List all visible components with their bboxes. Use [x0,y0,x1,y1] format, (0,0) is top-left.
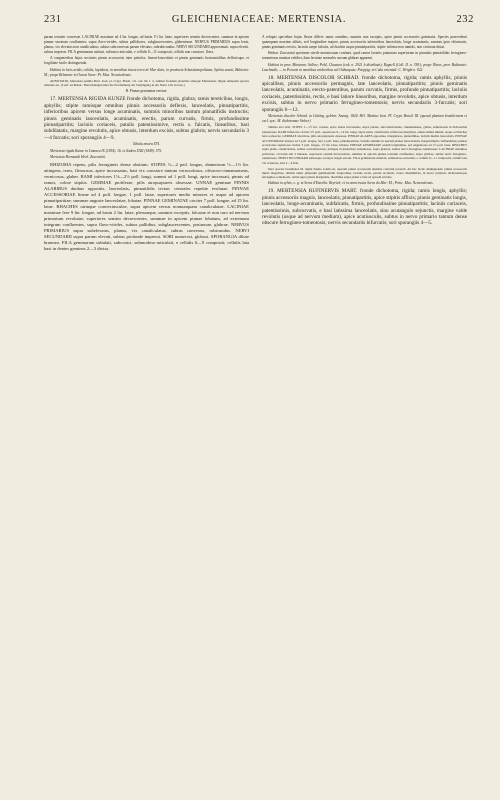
species-heading-19: 19. MERTENSIA RUFINERVIS MART. fronde dichotoma, rigida; ramis longis, aphyllis; pinnis accessoriis magnis, lanceolatis, pinnatipartitis, apice stipitis affixis; pinnis geminatis longis, lanceolatis, longe-acuminatis, subfalcatis, firmis, profundissime pinnatipartitis; laciniis coriaceis, patentissimis, subcurvatis, e basi latissima lanceolatis, sinu acutangulo sejunctis, margine valde revolutis (usque ad nervum medium), apice acutiusculis, subtus in nervo primario tantum dense obscure ferrugineo-tomentosis; nervis secundariis bifurcatis; sori sporangiis 4—5. [262,188,467,227]
description-paragraph: Similes tota visti. STIPES 1—1½ lin. crassus, apice elatus incrassatus, supra planus, subcanaliculatus, cinnamomeus, glaber, subnodosus in dichotomia tomentosus. RAMI inferiores circiter 2½ poll., superiores 9—12 lin. longi, supra plani, canaliculati, inferiores marginati, omnes minus minuti, neque ad rhaches ferro-rubescite. GEMMAE abortivae, pilis atropurpureis obsessae. PINNAE ALARES oppositae, triangulares, pinnatifidae, laciniis mediis lanceolatis. PINNAE ACCESSORIAE latiores ad 5 poll. longae, fere 2 poll. latae, pinnatipartitae, laciniis summis in apicem pinnae lanceolatum, integerrimum confluentibus; pinnae accessoriae superiores circiter 3 poll. longae, 1½ lin. latae, lobatae. PINNAE GEMINATAE eadem longitudine, sed angustiores ad 1½ poll. latae. RHACHES supra plane, canaliculatae, subtus convexiusculae, utrinque in junioribus tomentosae, supra glabrae, subtus nervi ferrugineo-tomentosae. LACINIAE maximae pollicares, ad basin sub 2 lineatae, superiores sensim decrescentes, summae in apicem pinnae lobatum confluentes, supra glabrae, subtus nervi ferrugineo-tomentosae. NERVI SECUNDARII subtusque ad supra magis elevati. FILA gemmarum subulati, submodoso-articulati, e cellulis 8—11 compositi; cellulis lata vix crassiore, basi 2—3-fida. [262,125,467,165]
habitat-paragraph: Habitat in prov. Minarum: Sellow; Pohl, Claussen (coh. n. 2921 b distribute); Regnell (Coll. II. n. 338.); prope Ilheos, prov. Bahiensis: Luschnath; — in Peruvia in montibus aridioribus ad Chihuapaia: Poeppig; in Cuba orientali: C. Wright n. 922. [262,62,467,72]
paragraph: A congeneribus hujus sectionis pinnis accessoriis inter petiolos, lineari-lanceolatis et pinnis geminatis horizontalibus deflexisque, et fragilitate facile distinguenda. [44,56,249,66]
paragraph: parum tenuiter convexae. LACINIAE maximae ad 4 lin. longae, ad basin 1½ lin. latae, superiores sensim decrescentes, summae in apicem pinnae serratum confluentes, supra flavo-virides, subtus pallidiores, subglaucescentes, glaberrimae. NERVUS PRIMARIUS supra lenis, planus, vix elevatus non canaliculatus, subtus subconvexus parum elevatus, subrubicundus. NERVI SECUNDARII approximati, supra elevati, subtus impressi. FILA geminarum subtusi, subtusso-articulati, e cellulis 8—11 compositi, cellulis non crassiore, flava. [44,35,249,54]
description-paragraph: RHIZOMA repens, pilis ferrugineis dense obsitum. STIPES ⅓—2 ped. longus, diametrum ⅓—1½ lin. attingens, teres, flexuosus, apice incrassatus, basi vix crassiore tantum verrucolosus, olivaceo-cinnamomeus, vernicosus, glaber. RAMI inferiores 1⅛—2⅓ poll. longi, summi ad 1 poll. longi, apice incrassati, pinnis ad ramos, colore stipitis. GEMMAE proliferae, pilis atropurpureis obsessae. UNNAE geminae PINNIS ALARIBUS duobus oppositis, lanceolatis, pinnatifidis tectae; centrales repetite evolutae. PINNAE ACCESSORIAE lineae ad 4 poll. longae, 1 poll. latae, superiores medio minores et usque ad apicem pinnatipartitae; summae anguste lanceolatae, lobatae. PINNAE GEMINATAE circiter 7 poll. longae, ad 15 lin. latae. RHACHES utrinque convexiusculae, supra apicem versus nonnunquam canaliculatae. LACINIAE maximae fere 9 lin. longae, ad basin 2 lin. latae, plerumque, summis exceptis, falcatae et non raro ad nervum primarium revolutae, superiores sensim decrescentes, summae in apicem pinnae lobatum, ad extremum integrum confluentes, supra flavo-virides, subtus pallidius, subglaucescentes, pruinosae, glabrae. NERVUS PRIMARIUS supra subelevatus, planus, vix canaliculatus, subtus convexus, rubicundus. NERVI SECUNDARII supra parum elevati, subtus profunde impressi. SORI numerosi, globosi. SPORANGIA dilute brunnea. FILA gemmarum subulati, subconici, submodoso-articulati, e cellulis 6—9 compositi; cellulis lata basi in dentes geminos 2—3 divisa. [44,161,249,251]
plate-reference: Tabula nostra XVI. [132,142,161,147]
left-column [44,35,249,775]
synonym: Mertensia rigida Kunze in Linnaea IX (1834). 16. et ibidem XXII (1849). 575. [50,148,162,153]
section-divider: B. Pinnae geminatae erectae. [125,89,168,94]
right-column [262,35,467,775]
habitat-paragraph: Habitat in sylvis; e. g. in Serra d'Estrella: Beyrich; et in omni tractu Serra do Mar: M.; Princ. Max. Neuwiedensis. [268,181,434,186]
paragraph: Inter species brasilianas M. rigida Kunze solam est, quacum pinnis accessoriis maxime convenit porrexit. Ab hac facile distinguenda: pinnis accessoriis multo majoribus, ultimis ramis pinnarum geminatarum longioribus, laciniis rectis, parum revolutis, cetera dissimilibus, in nervo primario dichotomioque ferrugineo-tomentosis, ramis supra planis marginatis, rhachibus supra planis e basi ad apicem sulcatis. [262,166,467,180]
paragraph: A reliquis speciebus hujus flexae differt: ramis omnibus, summis non exceptis, apice pinnis accessoriis geminatis. Species praecedenti quamquam maxime affinis, sed longitudine majore, pinnis accessoriis inferioribus lanceolatis, longe acuminatis, summis ipsis efformatis, pinnis geminatis erectis, laciniis saepe falcatis, ad rhachin usque pinnatipartitis, stipite infirmo non tumido, non circinata distat. [262,35,467,49]
habitat-paragraph: Habitat in locis aridis, calidis, lapidosis, in montibus tractu terra de Mar dicto, in provincia Sebastianopolitana, Spiritu sancti, Bahiensi: M.; prope Belmonte in Ocassi litore: Pr. Max. Neuwiedensis. [44,67,249,77]
page-number-right: 232 [456,14,474,25]
running-title: GLEICHENIACEAE: MERTENSIA. [171,14,347,25]
synonym: Mertensia discolor Schrad. in Götting. gelehrt. Anzeig. 1824. 863. Martius Icon. Pl. Crypt. Brasil. III. (quoad plantam brasiliensem et excl. syn.: M. dichotomae Sieber.) [262,113,467,123]
species-heading-18: 18. MERTENSIA DISCOLOR SCHRAD. fronde dichotoma, rigida; ramis aphyllis, pinnis apicalibus; pinnis accessoriis permagnis, late lanceolatis, pinnatipartitis; pinnis geminatis lanceolatis, acuminatis, erecto-patentibus, parum curvatis, firmis, profunde pinnatipartitis; laciniis coriaceis, patentissimis, rectis, e basi latiore linearibus, margine revolutis, apice obtusis, interdum excisis, subtus in nervo primario ferrugineo-tomentosis; nervis secundariis 3-furcatis; sori sporangiis 6—12. [262,74,467,113]
synonym: Mertensia Hermandi Herb. Zuccarinii. [50,155,106,160]
paragraph: Herbar. Zuccarinii specimen sterile monstrosum continet, quod ramos laciniis pinnarum superiorum in pinnulas pinnatifidas ferrugineo-tomentosas mutatas exhibet, dum laciniae normales sursum glabrae apparent. [262,51,467,61]
species-heading-17: 17. MERTENSIA RIGIDA KUNZE fronde dichotoma, rigida, glabra; ramis tereticibus, longis, aphyllis; stipite ramisque omnibus pinnis accessoriis deflexis, lanceolatis, pinnatipartitis, inferioribus apicem versus longe acuminatis, summis minoribus tantum pinnatifidis instructis; pinnis geminatis lanceolatis, acuminatis, erectis, parum curvatis, firmis, profundissime pinnatipartitis; laciniis coriaceis, patulis patentissimive, rectis s. falcatis, linearibus, basi subdilatatis, margine revolutis, apice obtusis, interdum excisis, subtus glabris; nervis secundariis 3—4 furcatis; sori sporangiis 4—9. [44,96,249,141]
annotation-paragraph: ADNOTATIO. Mertensia pumila Mart. Icon. pl. Crypt. Brasil. 111. tab. 60. f. 2, exhibet frondem juveniles aliasque Mertensiae, lingue tamquam species debendo est. (Conf. Al.Braun : Betrachtungen über die Erscheinung der Verjüngung in der Natur 129, in nota.) [44,79,249,88]
running-header [44,14,474,28]
page-number-left: 231 [44,14,62,25]
